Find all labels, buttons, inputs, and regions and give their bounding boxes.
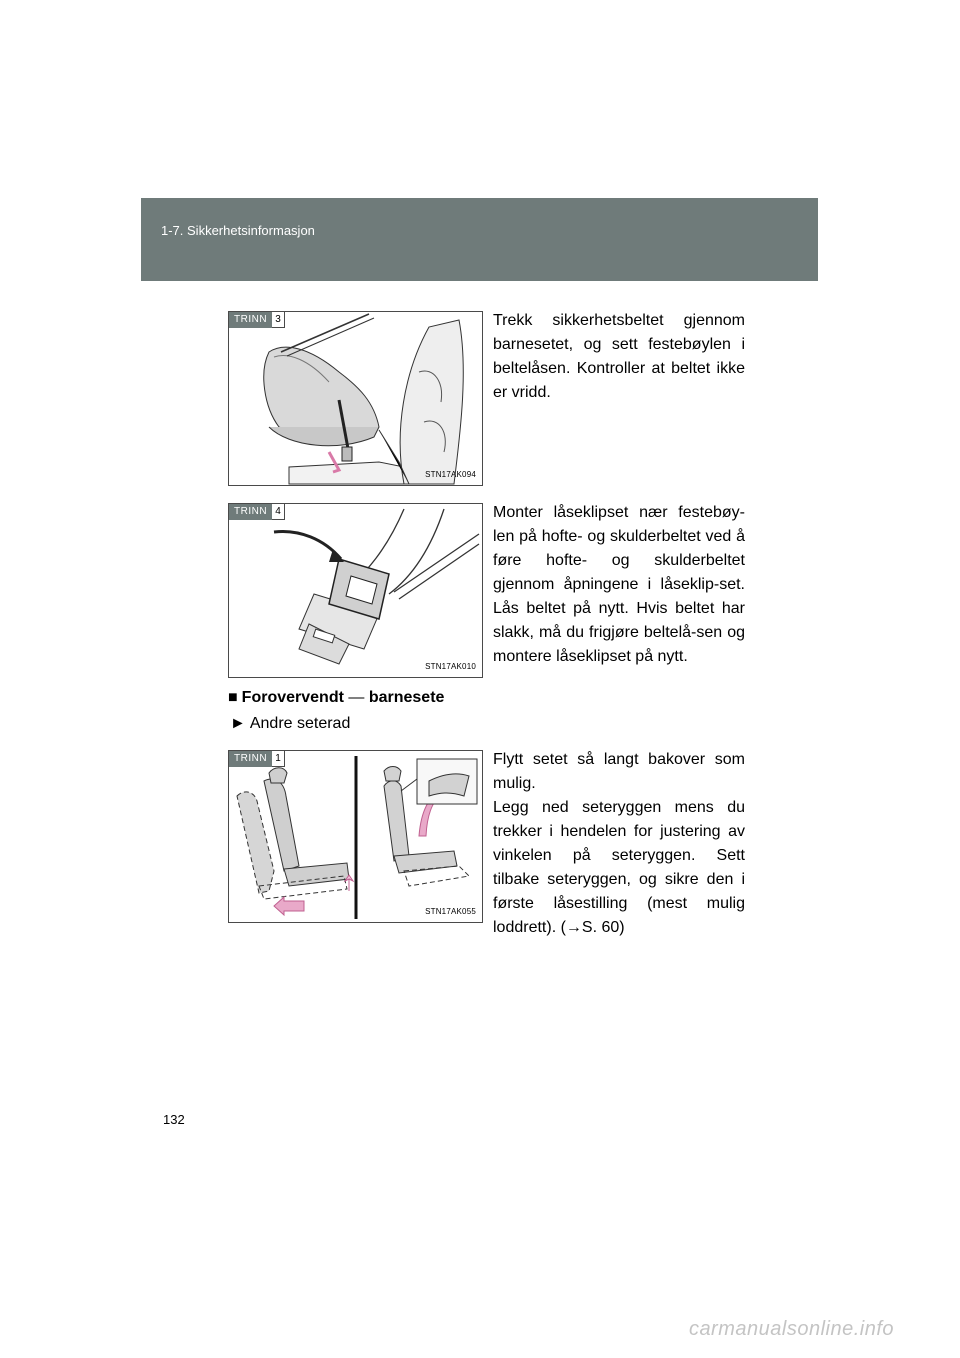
subsection-marker: ► bbox=[230, 715, 246, 732]
figure-code: STN17AK010 bbox=[425, 662, 476, 671]
step-label: TRINN bbox=[229, 504, 272, 520]
figure-code: STN17AK055 bbox=[425, 907, 476, 916]
figure-step-3 bbox=[228, 311, 483, 486]
seat-adjustment-illustration bbox=[229, 751, 482, 922]
page-number: 132 bbox=[163, 1112, 185, 1127]
step-badge bbox=[229, 504, 285, 520]
step-badge bbox=[229, 751, 285, 767]
step-badge bbox=[229, 312, 285, 328]
figure-code: STN17AK094 bbox=[425, 470, 476, 479]
chapter-header bbox=[141, 198, 818, 281]
child-seat-belt-illustration bbox=[229, 312, 482, 485]
section-subtitle: barnesete bbox=[368, 689, 445, 706]
figure-step-4 bbox=[228, 503, 483, 678]
step-label: TRINN bbox=[229, 751, 272, 767]
locking-clip-illustration bbox=[229, 504, 482, 677]
section-heading bbox=[228, 689, 444, 707]
step-number: 4 bbox=[272, 504, 285, 520]
chapter-title: 1-7. Sikkerhetsinformasjon bbox=[161, 223, 315, 238]
subsection-label: Andre seterad bbox=[249, 715, 351, 732]
step-number: 1 bbox=[272, 751, 285, 767]
figure-step-1 bbox=[228, 750, 483, 923]
step-3-text: Trekk sikkerhetsbeltet gjennom barnesetet, og sett festebøylen i beltelåsen. Kontroller at beltet ikke er vridd. bbox=[493, 312, 745, 401]
section-dash: — bbox=[348, 689, 365, 706]
section-title: Forovervendt bbox=[241, 689, 344, 706]
watermark: carmanualsonline.info bbox=[688, 1318, 894, 1340]
step-4-text: Monter låseklipset nær festebøy-len på hofte- og skulderbeltet ved å føre hofte- og skulderbeltet gjennom åpningene i låseklip-set. Lås beltet på nytt. Hvis beltet har slakk, må du frigjøre beltelå-sen og montere låseklipset på nytt. bbox=[493, 504, 745, 665]
step-1-text: Flytt setet så langt bakover som mulig. Legg ned seteryggen mens du trekker i hendelen for justering av vinkelen på seteryggen. Sett tilbake seteryggen, og sikre den i første låsestilling (mest mulig loddrett). (→S. 60) bbox=[493, 751, 745, 936]
step-label: TRINN bbox=[229, 312, 272, 328]
subsection-heading bbox=[230, 715, 350, 733]
step-number: 3 bbox=[272, 312, 285, 328]
section-marker: ■ bbox=[228, 689, 238, 706]
